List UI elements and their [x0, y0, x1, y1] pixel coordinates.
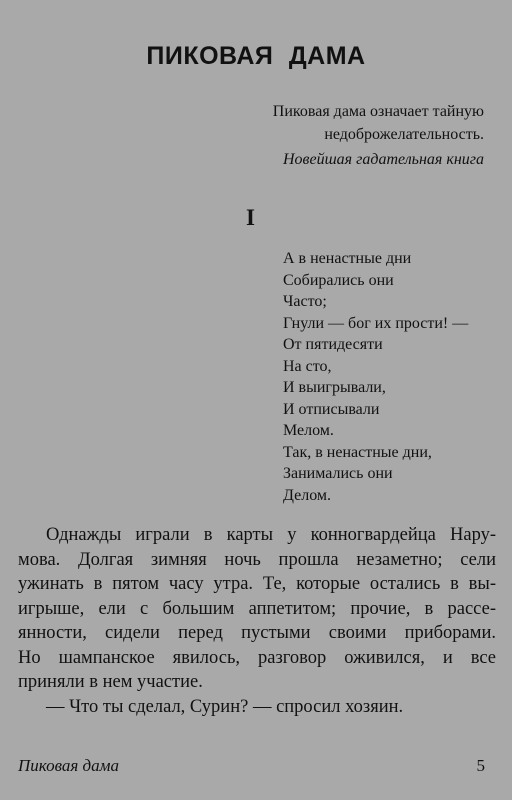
page-title: ПИКОВАЯ ДАМА — [146, 42, 366, 70]
poem-line: И выигрывали, — [283, 379, 386, 396]
poem-line: И отписывали — [283, 400, 380, 418]
poem-line: Гнули — бог их прости! — — [283, 314, 469, 332]
poem — [283, 248, 468, 506]
dialog-line: — Что ты сделал, Сурин? — спросил хозяин. — [46, 696, 404, 717]
poem-line: Так, в ненастные дни, — [283, 443, 432, 461]
poem-line: Делом. — [283, 486, 332, 504]
prose-line: мова. Долгая зимняя ночь прошла незаметно; сели — [18, 549, 496, 570]
poem-line: На сто, — [283, 357, 332, 375]
prose-paragraph — [18, 523, 496, 719]
epigraph — [184, 100, 484, 171]
epigraph-line: недоброжелательность. — [324, 126, 484, 143]
epigraph-attribution: Новейшая гадательная книга — [282, 151, 484, 168]
poem-line: От пятидесяти — [283, 336, 383, 353]
running-title: Пиковая дама — [18, 756, 119, 775]
poem-line: Мелом. — [283, 422, 334, 439]
prose-line: Но шампанское явилось, разговор оживился, и все — [18, 647, 496, 668]
prose-line: приняли в нем участие. — [18, 672, 203, 692]
poem-line: А в ненастные дни — [283, 250, 412, 267]
poem-line: Собирались они — [283, 271, 394, 289]
poem-line: Часто; — [283, 293, 327, 310]
poem-line: Занимались они — [283, 465, 393, 482]
prose-line: янности, сидели перед пустыми своими приборами. — [18, 623, 496, 643]
page-number: 5 — [476, 756, 485, 775]
prose-line: ужинать в пятом часу утра. Те, которые остались в вы- — [18, 574, 496, 594]
chapter-number: I — [246, 205, 255, 230]
prose-line: игрыше, ели с большим аппетитом; прочие, в рассе- — [18, 598, 496, 619]
prose-line: Однажды играли в карты у конногвардейца Нару- — [46, 525, 496, 545]
epigraph-line: Пиковая дама означает тайную — [272, 103, 484, 120]
